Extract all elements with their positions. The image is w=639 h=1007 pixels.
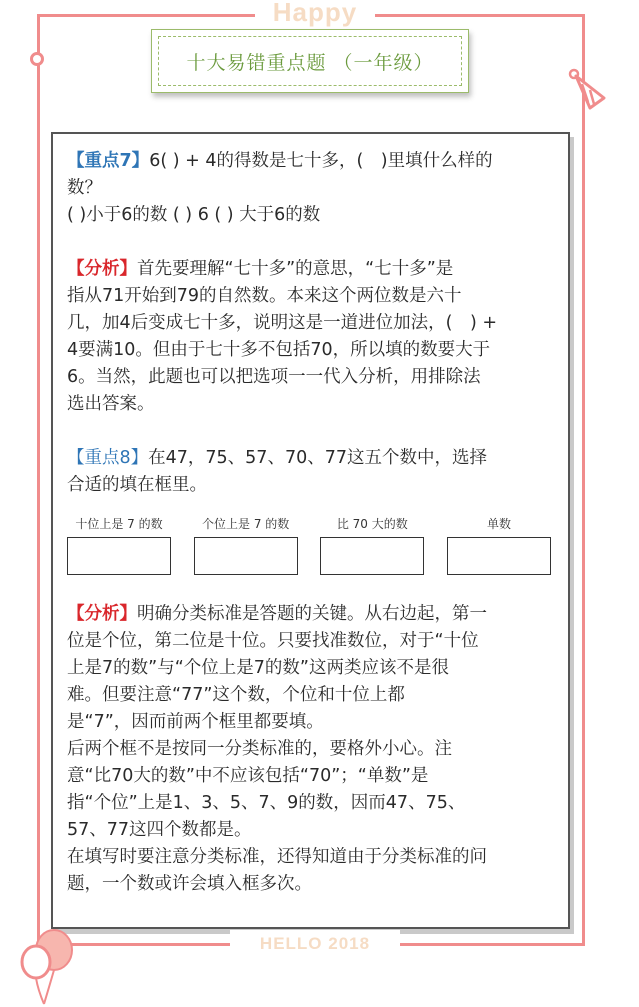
analysis8-line: 57、77这四个数都是。 — [67, 820, 252, 840]
point7-question — [67, 148, 559, 175]
analysis7-line: 选出答案。 — [67, 394, 155, 414]
answer-box-tens-7 — [67, 515, 171, 575]
answer-box-odd — [447, 515, 551, 575]
title-box — [151, 29, 469, 93]
balloons-icon — [14, 924, 80, 1006]
analysis8-line: 难。但要注意“77”这个数，个位和十位上都 — [67, 685, 405, 705]
point7-tag: 【重点7】 — [67, 151, 150, 171]
content-card — [51, 132, 570, 929]
point8-tag: 【重点8】 — [67, 448, 149, 468]
point8-question-line2: 合适的填在框里。 — [67, 475, 207, 495]
analysis8-line: 意“比70大的数”中不应该包括“70”；“单数”是 — [67, 766, 429, 786]
hello-2018-deco-word: HELLO 2018 — [230, 930, 400, 958]
point8-question-line1: 在47，75、57、70、77这五个数中，选择 — [148, 448, 487, 468]
analysis8-line: 指“个位”上是1、3、5、7、9的数，因而47、75、 — [67, 793, 466, 813]
answer-box-label: 个位上是 7 的数 — [202, 517, 290, 531]
analysis7-tag: 【分析】 — [67, 259, 137, 279]
party-hat-icon — [568, 68, 612, 112]
answer-box-greater-70 — [320, 515, 424, 575]
analysis8-line: 后两个框不是按同一分类标准的，要格外小心。注 — [67, 739, 452, 759]
answer-box-label: 单数 — [486, 517, 511, 531]
answer-box-frame[interactable] — [447, 537, 551, 575]
analysis8-tag: 【分析】 — [67, 604, 137, 624]
answer-box-frame[interactable] — [67, 537, 171, 575]
analysis8-line: 题，一个数或许会填入框多次。 — [67, 874, 312, 894]
answer-boxes — [67, 515, 551, 575]
analysis7-line: 几，加4后变成七十多，说明这是一道进位加法，( ) + — [67, 313, 498, 333]
answer-box-label: 十位上是 7 的数 — [75, 517, 163, 531]
analysis7-line: 6。当然，此题也可以把选项一一代入分析，用排除法 — [67, 367, 481, 387]
analysis8-line: 位是个位，第二位是十位。只要找准数位，对于“十位 — [67, 631, 479, 651]
analysis7 — [67, 256, 559, 283]
answer-box-frame[interactable] — [194, 537, 298, 575]
point7-question-line2: 数？ — [67, 178, 102, 198]
point8-question — [67, 445, 559, 472]
analysis8 — [67, 601, 559, 628]
answer-box-frame[interactable] — [320, 537, 424, 575]
happy-deco-word: Happy — [255, 0, 375, 28]
page-title: 十大易错重点题 （一年级） — [158, 36, 462, 86]
analysis8-line: 在填写时要注意分类标准，还得知道由于分类标准的问 — [67, 847, 487, 867]
analysis7-line: 首先要理解“七十多”的意思，“七十多”是 — [137, 259, 454, 279]
point7-question-line1: 6( ) + 4的得数是七十多，( )里填什么样的 — [149, 151, 493, 171]
analysis8-line: 上是7的数”与“个位上是7的数”这两类应该不是很 — [67, 658, 449, 678]
answer-box-label: 比 70 大的数 — [336, 517, 408, 531]
point7-options: ( )小于6的数 ( ) 6 ( ) 大于6的数 — [67, 205, 321, 225]
answer-box-ones-7 — [194, 515, 298, 575]
analysis8-line: 明确分类标准是答题的关键。从右边起，第一 — [137, 604, 487, 624]
analysis8-line: 是“7”，因而前两个框里都要填。 — [67, 712, 324, 732]
analysis7-line: 指从71开始到79的自然数。本来这个两位数是六十 — [67, 286, 462, 306]
analysis7-line: 4要满10。但由于七十多不包括70，所以填的数要大于 — [67, 340, 491, 360]
frame-dot — [30, 52, 44, 66]
content-body — [67, 148, 559, 898]
